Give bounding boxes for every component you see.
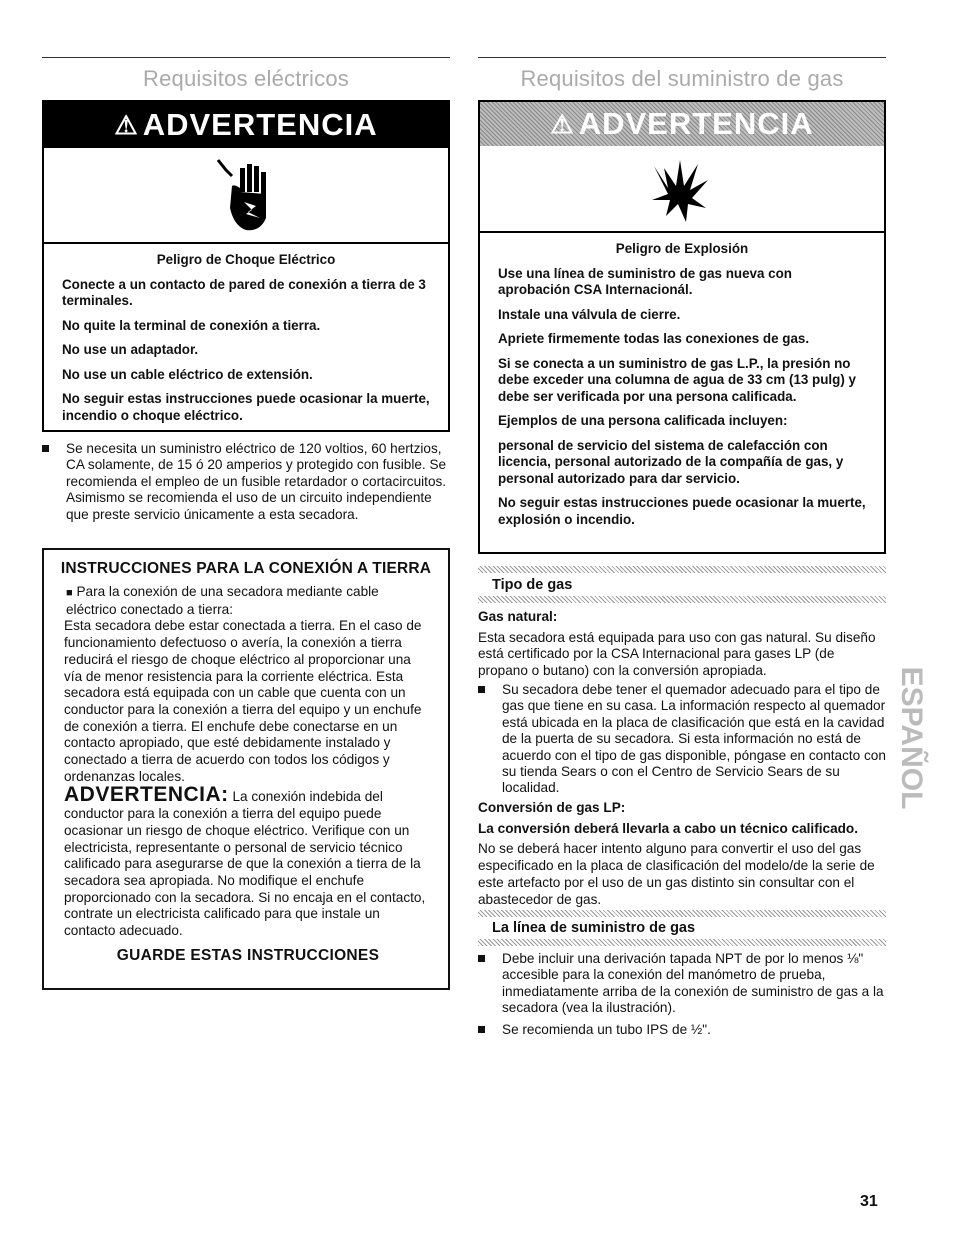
warning-header: ⚠ ADVERTENCIA [44, 102, 448, 148]
electric-shock-hand-icon [216, 156, 276, 236]
gas-line-bullet: Debe incluir una derivación tapada NPT de por lo menos ⅛" accesible para la conexión del manómetro de prueba, inmediatamente arriba de la conexión de suministro de gas a la secadora (vea la ilustración). [478, 951, 886, 1017]
gas-warning-box [478, 100, 886, 554]
warning-line: Si se conecta a un suministro de gas L.P., la presión no debe exceder una columna de agua de 33 cm (13 pulg) y debe ser verificada por una persona calificada. [498, 355, 856, 404]
natural-gas-label: Gas natural: [478, 609, 558, 624]
section-divider [478, 939, 886, 946]
electrical-warning-box [42, 100, 450, 432]
bullet-icon [42, 445, 49, 452]
bullet-icon [478, 1026, 485, 1033]
electrical-warning-text [44, 244, 448, 424]
section-divider [478, 566, 886, 573]
section-title-electrical: Requisitos eléctricos [143, 66, 349, 91]
right-rule [478, 57, 886, 58]
voltage-requirement: Se necesita un suministro eléctrico de 120 voltios, 60 hertzios, CA solamente, de 15 ó 20 amperios y protegido con fusible. Se recomienda el empleo de un fusible retardador o cortacircuitos. Asimismo se recomienda el uso de un circuito independiente que preste servicio únicamente a esta secadora. [42, 441, 450, 523]
warning-line: No seguir estas instrucciones puede ocasionar la muerte, incendio o choque eléctrico. [62, 391, 430, 423]
instructions-body [44, 584, 448, 964]
hazard-title: Peligro de Choque Eléctrico [156, 252, 336, 267]
side-tab-label: ESPAÑOL [895, 666, 929, 810]
warning-header: ⚠ ADVERTENCIA [480, 102, 884, 146]
gas-line-bullet: Se recomienda un tubo IPS de ½". [478, 1022, 886, 1038]
instructions-bullet: ■ Para la conexión de una secadora mediante cable eléctrico conectado a tierra: [66, 584, 379, 617]
grounding-instructions-box [42, 548, 450, 990]
section-divider [478, 596, 886, 603]
warning-line: Ejemplos de una persona calificada incluyen: [498, 413, 788, 428]
warning-line: No use un cable eléctrico de extensión. [62, 366, 313, 382]
bullet-icon: ■ [66, 587, 73, 599]
warning-triangle-icon: ⚠ [114, 109, 139, 140]
save-instructions-footer: GUARDE ESTAS INSTRUCCIONES [116, 946, 380, 964]
warning-triangle-icon: ⚠ [550, 108, 575, 139]
explosion-icon [646, 156, 716, 226]
gas-type-content [478, 609, 886, 680]
warning-line: Apriete firmemente todas las conexiones de gas. [498, 331, 810, 346]
warning-line: Instale una válvula de cierre. [498, 306, 681, 322]
warning-line: personal de servicio del sistema de calefacción con licencia, personal autorizado de la compañía de gas, y personal autorizado para dar servicio. [498, 437, 844, 486]
gas-line-heading: La línea de suministro de gas [492, 920, 696, 936]
burner-bullet: Su secadora debe tener el quemador adecuado para el tipo de gas que tiene en su casa. La información respecto al quemador está ubicada en la placa de clasificación que está en la cavidad de la puerta de su secadora. Si esta información no está de acuerdo con el tipo de gas disponible, póngase en contacto con su tienda Sears o con el Centro de Servicio Sears de su localidad. [478, 682, 886, 797]
lp-conversion-bold: La conversión deberá llevarla a cabo un técnico calificado. [478, 820, 859, 836]
warning-line: Use una línea de suministro de gas nueva con aprobación CSA Internacionál. [498, 265, 792, 297]
instructions-title: INSTRUCCIONES PARA LA CONEXIÓN A TIERRA [60, 560, 432, 577]
instructions-paragraph: Esta secadora debe estar conectada a tierra. En el caso de funcionamiento defectuoso o avería, la conexión a tierra reducirá el riesgo de choque eléctrico al proporcionar una vía de menor resistencia para la corriente eléctrica. Esta secadora está equipada con un cable que cuenta con un conductor para la conexión a tierra del equipo y un enchufe de conexión a tierra. El enchufe debe conectarse en un contacto apropiado, que esté debidamente instalado y conectado a tierra de acuerdo con todos los códigos y ordenanzas locales. [64, 618, 422, 784]
warning-line: No quite la terminal de conexión a tierra. [62, 317, 321, 333]
bullet-icon [478, 955, 485, 962]
gas-type-heading: Tipo de gas [492, 577, 573, 593]
bullet-icon [478, 686, 485, 693]
section-divider [478, 910, 886, 917]
section-title-gas: Requisitos del suministro de gas [520, 66, 844, 91]
warning-line: No seguir estas instrucciones puede ocasionar la muerte, explosión o incendio. [498, 495, 866, 527]
page-number: 31 [860, 1193, 878, 1210]
explosion-icon-area [480, 146, 884, 233]
lp-conversion-content [478, 800, 886, 908]
warning-line: Conecte a un contacto de pared de conexión a tierra de 3 terminales. [62, 276, 426, 308]
advertencia-label: ADVERTENCIA: [64, 783, 229, 807]
gas-warning-text [480, 233, 884, 528]
lp-conversion-label: Conversión de gas LP: [478, 800, 626, 815]
language-side-tab [895, 648, 929, 828]
left-rule [42, 57, 450, 58]
shock-icon-area [44, 148, 448, 244]
advertencia-paragraph: ADVERTENCIA: La conexión indebida del conductor para la conexión a tierra del equipo puede ocasionar un riesgo de choque eléctrico. Verifique con un electricista, representante o personal de servicio técnico calificado para asegurarse de que la conexión a tierra de la secadora sea apropiada. No modifique el enchufe proporcionado con la secadora. Si no encaja en el contacto, contrate un electricista calificado para que instale un contacto adecuado. [64, 783, 426, 939]
lp-conversion-text: No se deberá hacer intento alguno para convertir el uso del gas especificado en la placa de clasificación del modelo/de la serie de este artefacto por el uso de un gas distinto sin consultar con el abastecedor de gas. [478, 841, 875, 907]
natural-gas-text: Esta secadora está equipada para uso con gas natural. Su diseño está certificado por la CSA Internacional para gases LP (de propano o butano) con la conversión apropiada. [478, 629, 876, 679]
warning-line: No use un adaptador. [62, 342, 199, 357]
hazard-title: Peligro de Explosión [615, 241, 749, 256]
